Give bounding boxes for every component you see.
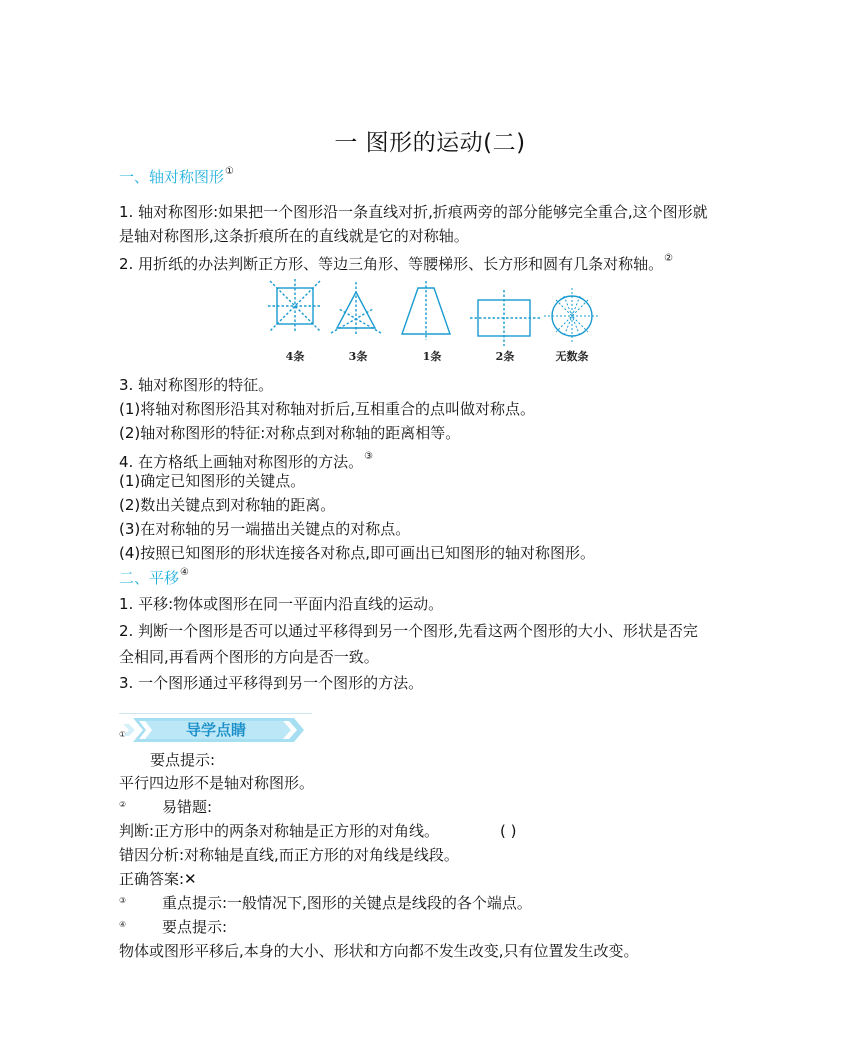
paragraph-4-step-1: (1)确定已知图形的关键点。 xyxy=(119,472,306,490)
section-heading-axis-symmetry xyxy=(119,166,234,187)
circle-shape xyxy=(544,288,600,344)
note-1-text: 平行四边形不是轴对称图形。 xyxy=(119,774,315,792)
banner-daoxue-dianjing xyxy=(119,716,312,744)
figure-label: 无数条 xyxy=(555,350,589,363)
paragraph-4-step-2: (2)数出关键点到对称轴的距离。 xyxy=(119,496,336,514)
section-heading-text: 一、轴对称图形 xyxy=(119,168,225,186)
translation-point-1: 1. 平移:物体或图形在同一平面内沿直线的运动。 xyxy=(119,595,444,613)
footnote-ref: ② xyxy=(664,253,674,264)
note-2-question: 判断:正方形中的两条对称轴是正方形的对角线。 xyxy=(119,822,440,840)
paragraph-1-line-1: 1. 轴对称图形:如果把一个图形沿一条直线对折,折痕两旁的部分能够完全重合,这个图形就 xyxy=(119,203,708,221)
figure-label: 2条 xyxy=(495,350,515,363)
translation-point-2-line-1: 2. 判断一个图形是否可以通过平移得到另一个图形,先看这两个图形的大小、形状是否完 xyxy=(119,622,698,640)
paragraph-4-text: 4. 在方格纸上画轴对称图形的方法。 xyxy=(119,453,364,471)
note-2-label: 易错题: xyxy=(162,798,213,816)
answer-blank: ( ) xyxy=(500,822,517,840)
footnote-ref: ① xyxy=(225,166,234,177)
trapezoid-shape xyxy=(402,281,450,340)
paragraph-4-step-3: (3)在对称轴的另一端描出关键点的对称点。 xyxy=(119,520,411,538)
note-4-ref: ④ xyxy=(119,920,127,929)
footnote-ref: ④ xyxy=(180,567,189,578)
note-3-text: 重点提示:一般情况下,图形的关键点是线段的各个端点。 xyxy=(162,894,532,912)
square-shape xyxy=(268,279,322,333)
figure-label: 1条 xyxy=(422,350,442,363)
note-3-ref: ③ xyxy=(119,896,127,905)
note-1-label: 要点提示: xyxy=(150,751,216,769)
rectangle-shape xyxy=(470,290,540,346)
paragraph-3: 3. 轴对称图形的特征。 xyxy=(119,376,274,394)
symmetry-shapes-figure xyxy=(262,276,602,368)
divider xyxy=(119,713,312,714)
footnote-ref: ③ xyxy=(364,451,374,462)
paragraph-1-line-2: 是轴对称图形,这条折痕所在的直线就是它的对称轴。 xyxy=(119,227,469,245)
translation-point-3: 3. 一个图形通过平移得到另一个图形的方法。 xyxy=(119,674,424,692)
note-2-ref: ② xyxy=(119,800,127,809)
banner-text: 导学点睛 xyxy=(185,721,247,739)
paragraph-3-a: (1)将轴对称图形沿其对称轴对折后,互相重合的点叫做对称点。 xyxy=(119,400,536,418)
section-heading-translation xyxy=(119,567,189,588)
note-2-analysis: 错因分析:对称轴是直线,而正方形的对角线是线段。 xyxy=(119,846,459,864)
paragraph-3-b: (2)轴对称图形的特征:对称点到对称轴的距离相等。 xyxy=(119,424,461,442)
banner-ref: ① xyxy=(119,730,127,739)
figure-label: 4条 xyxy=(285,350,305,363)
note-2-answer: 正确答案:✕ xyxy=(119,870,197,888)
note-4-text: 物体或图形平移后,本身的大小、形状和方向都不发生改变,只有位置发生改变。 xyxy=(119,942,639,960)
paragraph-2 xyxy=(119,247,673,276)
page-title: 一 图形的运动(二) xyxy=(334,130,526,156)
triangle-shape xyxy=(331,282,381,334)
paragraph-4-step-4: (4)按照已知图形的形状连接各对称点,即可画出已知图形的轴对称图形。 xyxy=(119,544,596,562)
translation-point-2-line-2: 全相同,再看两个图形的方向是否一致。 xyxy=(119,648,379,666)
figure-label: 3条 xyxy=(348,350,368,363)
section-heading-text: 二、平移 xyxy=(119,569,180,587)
note-4-label: 要点提示: xyxy=(162,918,228,936)
paragraph-2-text: 2. 用折纸的办法判断正方形、等边三角形、等腰梯形、长方形和圆有几条对称轴。 xyxy=(119,255,664,273)
